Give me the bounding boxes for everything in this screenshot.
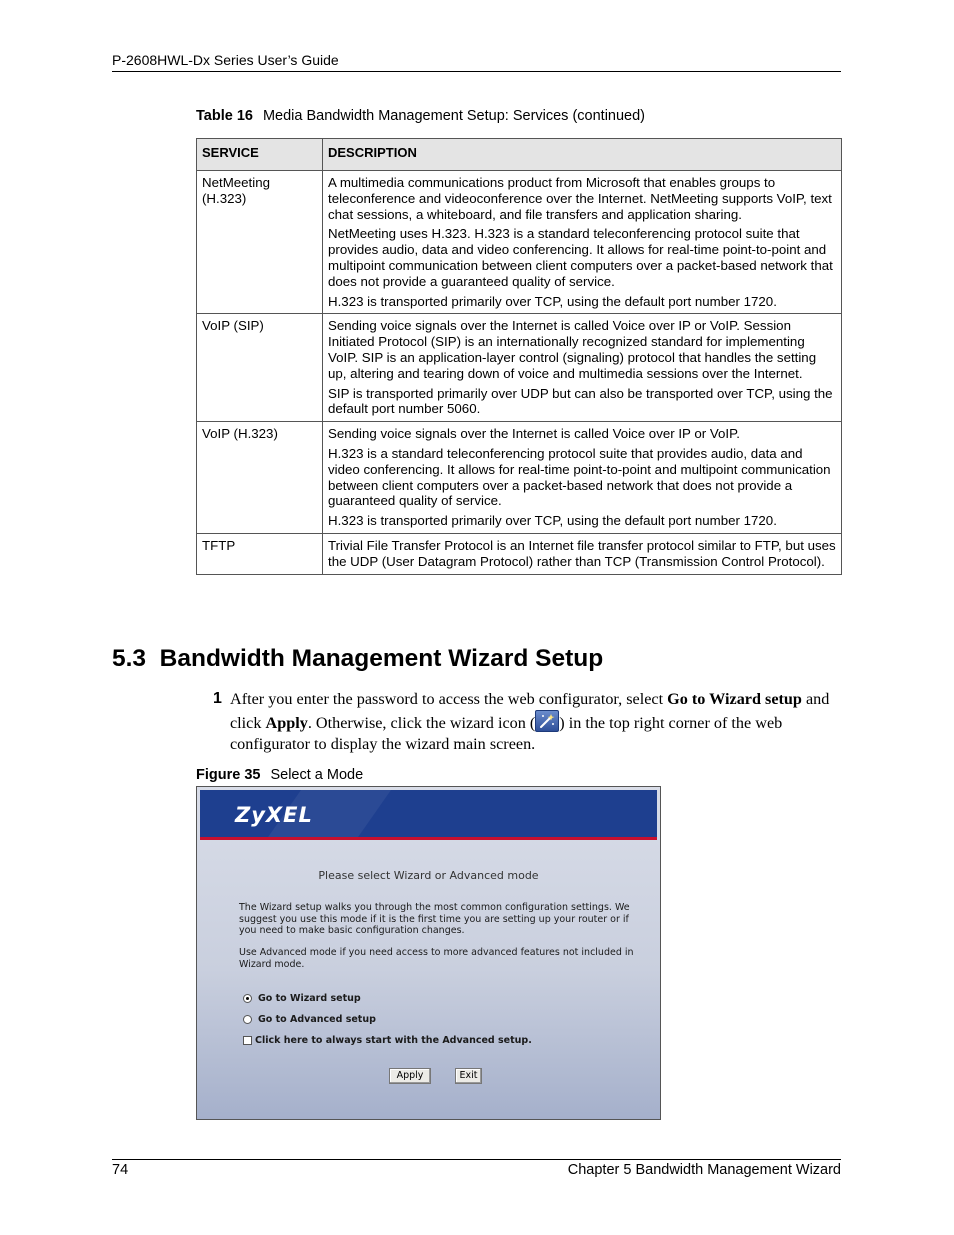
table-row: [197, 533, 842, 574]
step-text-part: After you enter the password to access the web configurator, select: [230, 690, 668, 708]
exit-button[interactable]: Exit: [455, 1068, 482, 1084]
step-text-part: and click: [230, 690, 830, 732]
figure-caption-text: Select a Mode: [270, 767, 364, 783]
description-paragraph: H.323 is a standard teleconferencing protocol suite that provides audio, data and video conferencing. It allows for real-time point-to-point and multipoint communication between client computers over a packet-based network that does not provide a guaranteed quality of service.: [328, 445, 831, 509]
step-number: 1: [213, 690, 222, 707]
table-caption-label: Table 16: [196, 108, 253, 124]
step-bold-apply: Apply: [265, 714, 308, 732]
step-text: [230, 689, 842, 755]
figure-caption: [196, 767, 363, 783]
option-advanced-label: Go to Advanced setup: [258, 1014, 376, 1025]
table-row: [197, 314, 842, 422]
advanced-description: Use Advanced mode if you need access to more advanced features not included in Wizard mode.: [239, 947, 634, 970]
option-always-label: Click here to always start with the Advanced setup.: [255, 1035, 532, 1046]
zyxel-banner: [200, 790, 657, 837]
description-paragraph: H.323 is transported primarily over TCP, using the default port number 1720.: [328, 293, 777, 309]
description-cell: [323, 314, 842, 422]
services-table: [196, 138, 842, 575]
table-header-row: [197, 139, 842, 171]
banner-accent-line: [200, 837, 657, 840]
table-row: [197, 422, 842, 534]
description-paragraph: Trivial File Transfer Protocol is an Internet file transfer protocol similar to FTP, but uses the UDP (User Datagram Protocol) rather than TCP (Transmission Control Protocol).: [328, 537, 836, 569]
option-wizard-setup[interactable]: [243, 993, 361, 1004]
description-paragraph: NetMeeting uses H.323. H.323 is a standard teleconferencing protocol suite that provides audio, data and video conferencing. It allows for real-time point-to-point and multipoint communication between client computers over a packet-based network that does not provide a guaranteed quality of service.: [328, 226, 833, 289]
option-always-advanced[interactable]: [243, 1035, 532, 1046]
table-caption-text: Media Bandwidth Management Setup: Services (continued): [262, 108, 646, 124]
description-cell: [323, 171, 842, 314]
step-text-part: . Otherwise, click the wizard icon (: [307, 714, 536, 732]
service-cell: VoIP (H.323): [197, 422, 323, 534]
option-advanced-setup[interactable]: [243, 1014, 376, 1025]
select-mode-screenshot: [196, 786, 661, 1120]
header-rule: [112, 71, 841, 72]
description-cell: [323, 422, 842, 534]
service-cell: VoIP (SIP): [197, 314, 323, 422]
description-paragraph: A multimedia communications product from Microsoft that enables groups to teleconference and videoconference over the Internet. NetMeeting supports VoIP, text chat sessions, a whiteboard, and file transfers and application sharing.: [328, 175, 832, 222]
checkbox-always-advanced[interactable]: [243, 1036, 252, 1045]
page-number: 74: [112, 1162, 129, 1178]
apply-button[interactable]: Apply: [389, 1068, 431, 1084]
description-cell: [323, 533, 842, 574]
description-paragraph: H.323 is transported primarily over TCP, using the default port number 1720.: [328, 513, 777, 529]
section-title: 5.3 Bandwidth Management Wizard Setup: [112, 645, 604, 672]
step-text-part: ) in the top right corner of the web configurator to display the wizard main screen.: [230, 714, 783, 753]
zyxel-logo: ZyXEL: [235, 803, 313, 827]
description-paragraph: Sending voice signals over the Internet is called Voice over IP or VoIP.: [328, 426, 740, 442]
mode-select-heading: Please select Wizard or Advanced mode: [318, 869, 539, 882]
wizard-icon: [535, 710, 559, 732]
table-caption: [196, 108, 645, 124]
step-bold-wizard-setup: Go to Wizard setup: [667, 690, 802, 708]
running-header: P-2608HWL-Dx Series User’s Guide: [112, 52, 339, 68]
chapter-title: Chapter 5 Bandwidth Management Wizard: [567, 1162, 841, 1178]
description-paragraph: Sending voice signals over the Internet is called Voice over IP or VoIP. Session Initiated Protocol (SIP) is an internationally recognized standard for implementing VoIP. SIP is an application-layer control (signaling) protocol that handles the setting up, altering and tearing down of voice and multimedia sessions over the Internet.: [328, 318, 817, 381]
service-cell: TFTP: [197, 533, 323, 574]
option-wizard-label: Go to Wizard setup: [258, 993, 361, 1004]
description-paragraph: SIP is transported primarily over UDP but can also be transported over TCP, using the default port number 5060.: [328, 385, 833, 417]
radio-advanced-setup[interactable]: [243, 1015, 252, 1024]
service-cell: NetMeeting (H.323): [197, 171, 323, 314]
radio-wizard-setup[interactable]: [243, 994, 252, 1003]
column-header-service: SERVICE: [197, 139, 323, 171]
footer-rule: [112, 1159, 841, 1160]
wizard-description: The Wizard setup walks you through the most common configuration settings. We suggest you use this mode if it is the first time you are setting up your router or if you need to make basic configuration changes.: [239, 902, 630, 936]
column-header-description: DESCRIPTION: [323, 139, 842, 171]
figure-caption-label: Figure 35: [196, 767, 261, 783]
table-row: [197, 171, 842, 314]
